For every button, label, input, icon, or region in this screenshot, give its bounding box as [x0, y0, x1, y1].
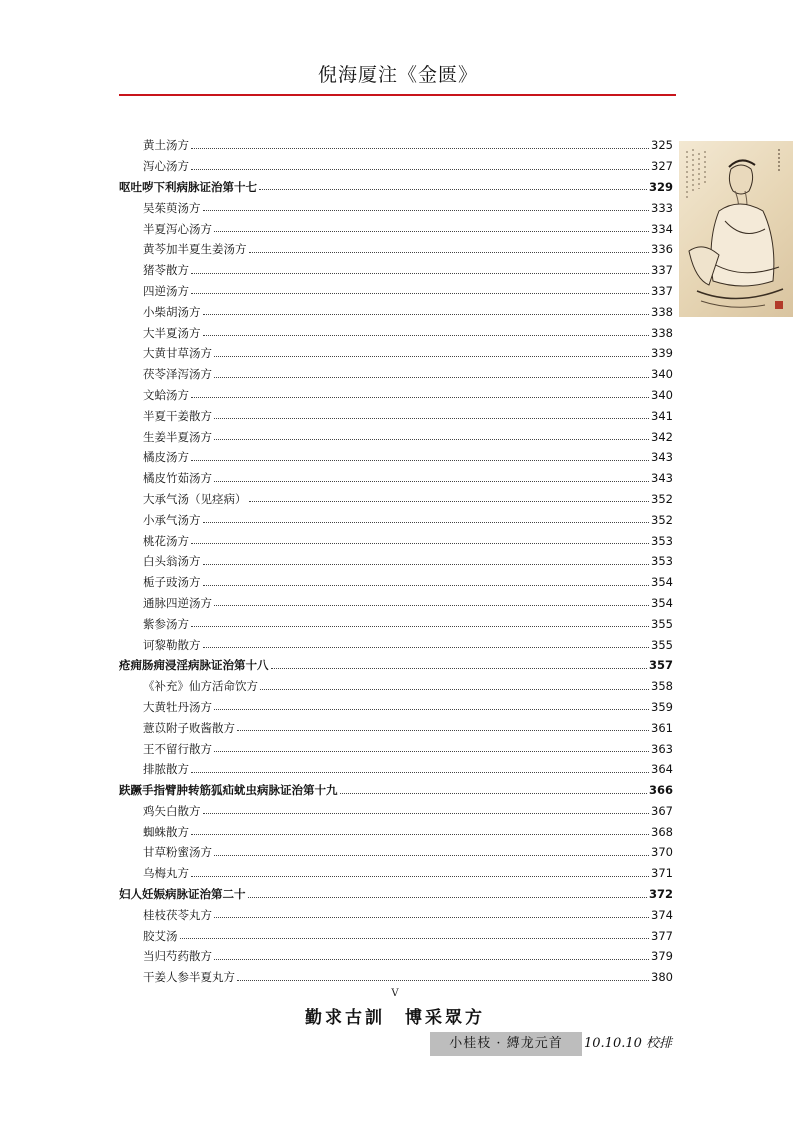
toc-entry-title: 紫参汤方	[143, 616, 189, 631]
toc-entry-row[interactable]	[119, 447, 673, 468]
toc-page-number: 352	[651, 512, 673, 527]
toc-page-number: 337	[651, 283, 673, 298]
toc-entry-title: 文蛤汤方	[143, 387, 189, 402]
toc-entry-row[interactable]	[119, 946, 673, 967]
toc-dot-leader	[214, 231, 649, 232]
toc-dot-leader	[271, 668, 647, 669]
toc-chapter-row[interactable]	[119, 177, 673, 198]
toc-entry-row[interactable]	[119, 530, 673, 551]
toc-entry-title: 通脉四逆汤方	[143, 595, 212, 610]
toc-dot-leader	[214, 917, 649, 918]
toc-page-number: 340	[651, 387, 673, 402]
toc-entry-row[interactable]	[119, 239, 673, 260]
toc-entry-title: 乌梅丸方	[143, 866, 189, 881]
toc-entry-row[interactable]	[119, 572, 673, 593]
toc-dot-leader	[203, 647, 650, 648]
motto: 勤求古訓 博采眾方	[305, 1008, 485, 1028]
toc-entry-title: 诃黎勒散方	[143, 637, 201, 652]
toc-chapter-row[interactable]	[119, 780, 673, 801]
toc-entry-title: 小承气汤方	[143, 512, 201, 527]
toc-entry-title: 泻心汤方	[143, 159, 189, 174]
toc-page-number: 353	[651, 554, 673, 569]
scholar-portrait-icon	[679, 141, 793, 317]
toc-entry-row[interactable]	[119, 343, 673, 364]
toc-dot-leader	[203, 210, 650, 211]
toc-entry-title: 橘皮竹茹汤方	[143, 471, 212, 486]
toc-dot-leader	[203, 335, 650, 336]
toc-page-number: 357	[648, 658, 673, 673]
toc-entry-row[interactable]	[119, 364, 673, 385]
toc-page-number: 366	[648, 783, 673, 798]
toc-entry-title: 小柴胡汤方	[143, 304, 201, 319]
toc-dot-leader	[191, 626, 649, 627]
toc-dot-leader	[214, 439, 649, 440]
toc-dot-leader	[249, 252, 650, 253]
toc-entry-title: 大黄甘草汤方	[143, 346, 212, 361]
toc-entry-title: 大黄牡丹汤方	[143, 699, 212, 714]
toc-dot-leader	[191, 293, 649, 294]
toc-entry-title: 栀子豉汤方	[143, 575, 201, 590]
toc-entry-title: 半夏干姜散方	[143, 408, 212, 423]
toc-page-number: 359	[651, 699, 673, 714]
toc-entry-row[interactable]	[119, 281, 673, 302]
toc-entry-row[interactable]	[119, 509, 673, 530]
toc-dot-leader	[191, 148, 649, 149]
toc-entry-row[interactable]	[119, 738, 673, 759]
toc-dot-leader	[191, 834, 649, 835]
toc-entry-title: 生姜半夏汤方	[143, 429, 212, 444]
toc-dot-leader	[340, 793, 647, 794]
toc-entry-row[interactable]	[119, 967, 673, 988]
toc-entry-row[interactable]	[119, 468, 673, 489]
toc-entry-title: 茯苓泽泻汤方	[143, 367, 212, 382]
toc-entry-title: 桃花汤方	[143, 533, 189, 548]
toc-entry-row[interactable]	[119, 385, 673, 406]
toc-dot-leader	[180, 938, 650, 939]
toc-page-number: 372	[648, 887, 673, 902]
toc-entry-title: 桂枝茯苓丸方	[143, 907, 212, 922]
toc-page-number: 339	[651, 346, 673, 361]
toc-entry-row[interactable]	[119, 717, 673, 738]
toc-entry-title: 蜘蛛散方	[143, 824, 189, 839]
page-number: V	[391, 988, 399, 999]
toc-dot-leader	[214, 959, 649, 960]
toc-page-number: 342	[651, 429, 673, 444]
toc-page-number: 363	[651, 741, 673, 756]
toc-dot-leader	[191, 543, 649, 544]
toc-page-number: 338	[651, 325, 673, 340]
toc-dot-leader	[191, 460, 649, 461]
toc-page-number: 380	[651, 970, 673, 985]
toc-page-number: 352	[651, 491, 673, 506]
toc-page-number: 361	[651, 720, 673, 735]
toc-entry-row[interactable]	[119, 697, 673, 718]
toc-page-number: 370	[651, 845, 673, 860]
toc-dot-leader	[191, 772, 649, 773]
toc-page-number: 354	[651, 595, 673, 610]
toc-dot-leader	[214, 709, 649, 710]
toc-entry-title: 疮痈肠痈浸淫病脉证治第十八	[119, 658, 269, 673]
toc-entry-title: 黄土汤方	[143, 138, 189, 153]
toc-entry-title: 猪苓散方	[143, 263, 189, 278]
toc-entry-title: 橘皮汤方	[143, 450, 189, 465]
toc-page-number: 353	[651, 533, 673, 548]
toc-entry-row[interactable]	[119, 801, 673, 822]
toc-dot-leader	[214, 418, 649, 419]
toc-entry-row[interactable]	[119, 759, 673, 780]
toc-entry-row[interactable]	[119, 634, 673, 655]
toc-entry-row[interactable]	[119, 593, 673, 614]
toc-dot-leader	[214, 377, 649, 378]
toc-page-number: 334	[651, 221, 673, 236]
toc-dot-leader	[249, 501, 650, 502]
toc-entry-row[interactable]	[119, 676, 673, 697]
toc-page-number: 368	[651, 824, 673, 839]
toc-dot-leader	[214, 751, 649, 752]
toc-entry-title: 当归芍药散方	[143, 949, 212, 964]
toc-entry-row[interactable]	[119, 218, 673, 239]
toc-dot-leader	[248, 897, 647, 898]
toc-dot-leader	[191, 273, 649, 274]
toc-dot-leader	[203, 585, 650, 586]
toc-entry-title: 妇人妊娠病脉证治第二十	[119, 887, 246, 902]
toc-page-number: 355	[651, 616, 673, 631]
toc-entry-row[interactable]	[119, 904, 673, 925]
toc-entry-row[interactable]	[119, 135, 673, 156]
toc-entry-row[interactable]	[119, 821, 673, 842]
toc-entry-title: 薏苡附子败酱散方	[143, 720, 235, 735]
toc-entry-row[interactable]	[119, 156, 673, 177]
toc-chapter-row[interactable]	[119, 884, 673, 905]
toc-page-number: 327	[651, 159, 673, 174]
toc-entry-title: 《补充》仙方活命饮方	[143, 679, 258, 694]
toc-dot-leader	[237, 980, 649, 981]
toc-dot-leader	[191, 397, 649, 398]
toc-page-number: 338	[651, 304, 673, 319]
toc-entry-title: 趺蹶手指臂肿转筋狐疝蚘虫病脉证治第十九	[119, 783, 338, 798]
toc-dot-leader	[214, 605, 649, 606]
toc-dot-leader	[260, 689, 649, 690]
toc-page-number: 367	[651, 803, 673, 818]
toc-entry-row[interactable]	[119, 301, 673, 322]
toc-dot-leader	[214, 356, 649, 357]
header-rule	[119, 94, 676, 96]
toc-dot-leader	[203, 564, 650, 565]
toc-dot-leader	[214, 855, 649, 856]
toc-page-number: 377	[651, 928, 673, 943]
toc-page-number: 340	[651, 367, 673, 382]
toc-entry-row[interactable]	[119, 863, 673, 884]
toc-entry-title: 鸡矢白散方	[143, 803, 201, 818]
toc-entry-row[interactable]	[119, 260, 673, 281]
toc-dot-leader	[203, 813, 650, 814]
toc-dot-leader	[237, 730, 649, 731]
credit-label: 小桂枝 · 縛龙元首	[430, 1032, 582, 1056]
toc-entry-row[interactable]	[119, 842, 673, 863]
toc-entry-row[interactable]	[119, 613, 673, 634]
toc-page-number: 371	[651, 866, 673, 881]
toc-page-number: 333	[651, 200, 673, 215]
toc-entry-row[interactable]	[119, 197, 673, 218]
toc-entry-row[interactable]	[119, 426, 673, 447]
toc-dot-leader	[203, 314, 650, 315]
page-title: 倪海厦注《金匮》	[317, 64, 478, 86]
toc-entry-title: 四逆汤方	[143, 283, 189, 298]
toc-entry-row[interactable]	[119, 925, 673, 946]
toc-page-number: 337	[651, 263, 673, 278]
toc-entry-title: 王不留行散方	[143, 741, 212, 756]
toc-entry-title: 大承气汤（见痉病）	[143, 491, 247, 506]
toc-entry-title: 甘草粉蜜汤方	[143, 845, 212, 860]
toc-page-number: 374	[651, 907, 673, 922]
toc-entry-title: 吴茱萸汤方	[143, 200, 201, 215]
toc-entry-row[interactable]	[119, 551, 673, 572]
toc-entry-title: 白头翁汤方	[143, 554, 201, 569]
toc-entry-title: 胶艾汤	[143, 928, 178, 943]
toc-dot-leader	[259, 189, 647, 190]
toc-page-number: 336	[651, 242, 673, 257]
toc-entry-title: 呕吐哕下利病脉证治第十七	[119, 179, 257, 194]
toc-page-number: 364	[651, 762, 673, 777]
toc-entry-title: 干姜人参半夏丸方	[143, 970, 235, 985]
toc-entry-row[interactable]	[119, 489, 673, 510]
toc-dot-leader	[191, 876, 649, 877]
date-note: 10.10.10 校排	[584, 1036, 673, 1051]
toc-entry-title: 黄芩加半夏生姜汤方	[143, 242, 247, 257]
toc-entry-row[interactable]	[119, 405, 673, 426]
table-of-contents	[119, 135, 673, 988]
toc-page-number: 329	[648, 179, 673, 194]
toc-page-number: 341	[651, 408, 673, 423]
toc-page-number: 343	[651, 450, 673, 465]
toc-page-number: 325	[651, 138, 673, 153]
toc-page-number: 343	[651, 471, 673, 486]
toc-entry-row[interactable]	[119, 322, 673, 343]
toc-entry-title: 大半夏汤方	[143, 325, 201, 340]
toc-dot-leader	[203, 522, 650, 523]
toc-page-number: 354	[651, 575, 673, 590]
toc-page-number: 355	[651, 637, 673, 652]
toc-page-number: 358	[651, 679, 673, 694]
toc-dot-leader	[191, 169, 649, 170]
toc-entry-title: 半夏泻心汤方	[143, 221, 212, 236]
toc-chapter-row[interactable]	[119, 655, 673, 676]
toc-page-number: 379	[651, 949, 673, 964]
toc-dot-leader	[214, 481, 649, 482]
toc-entry-title: 排脓散方	[143, 762, 189, 777]
